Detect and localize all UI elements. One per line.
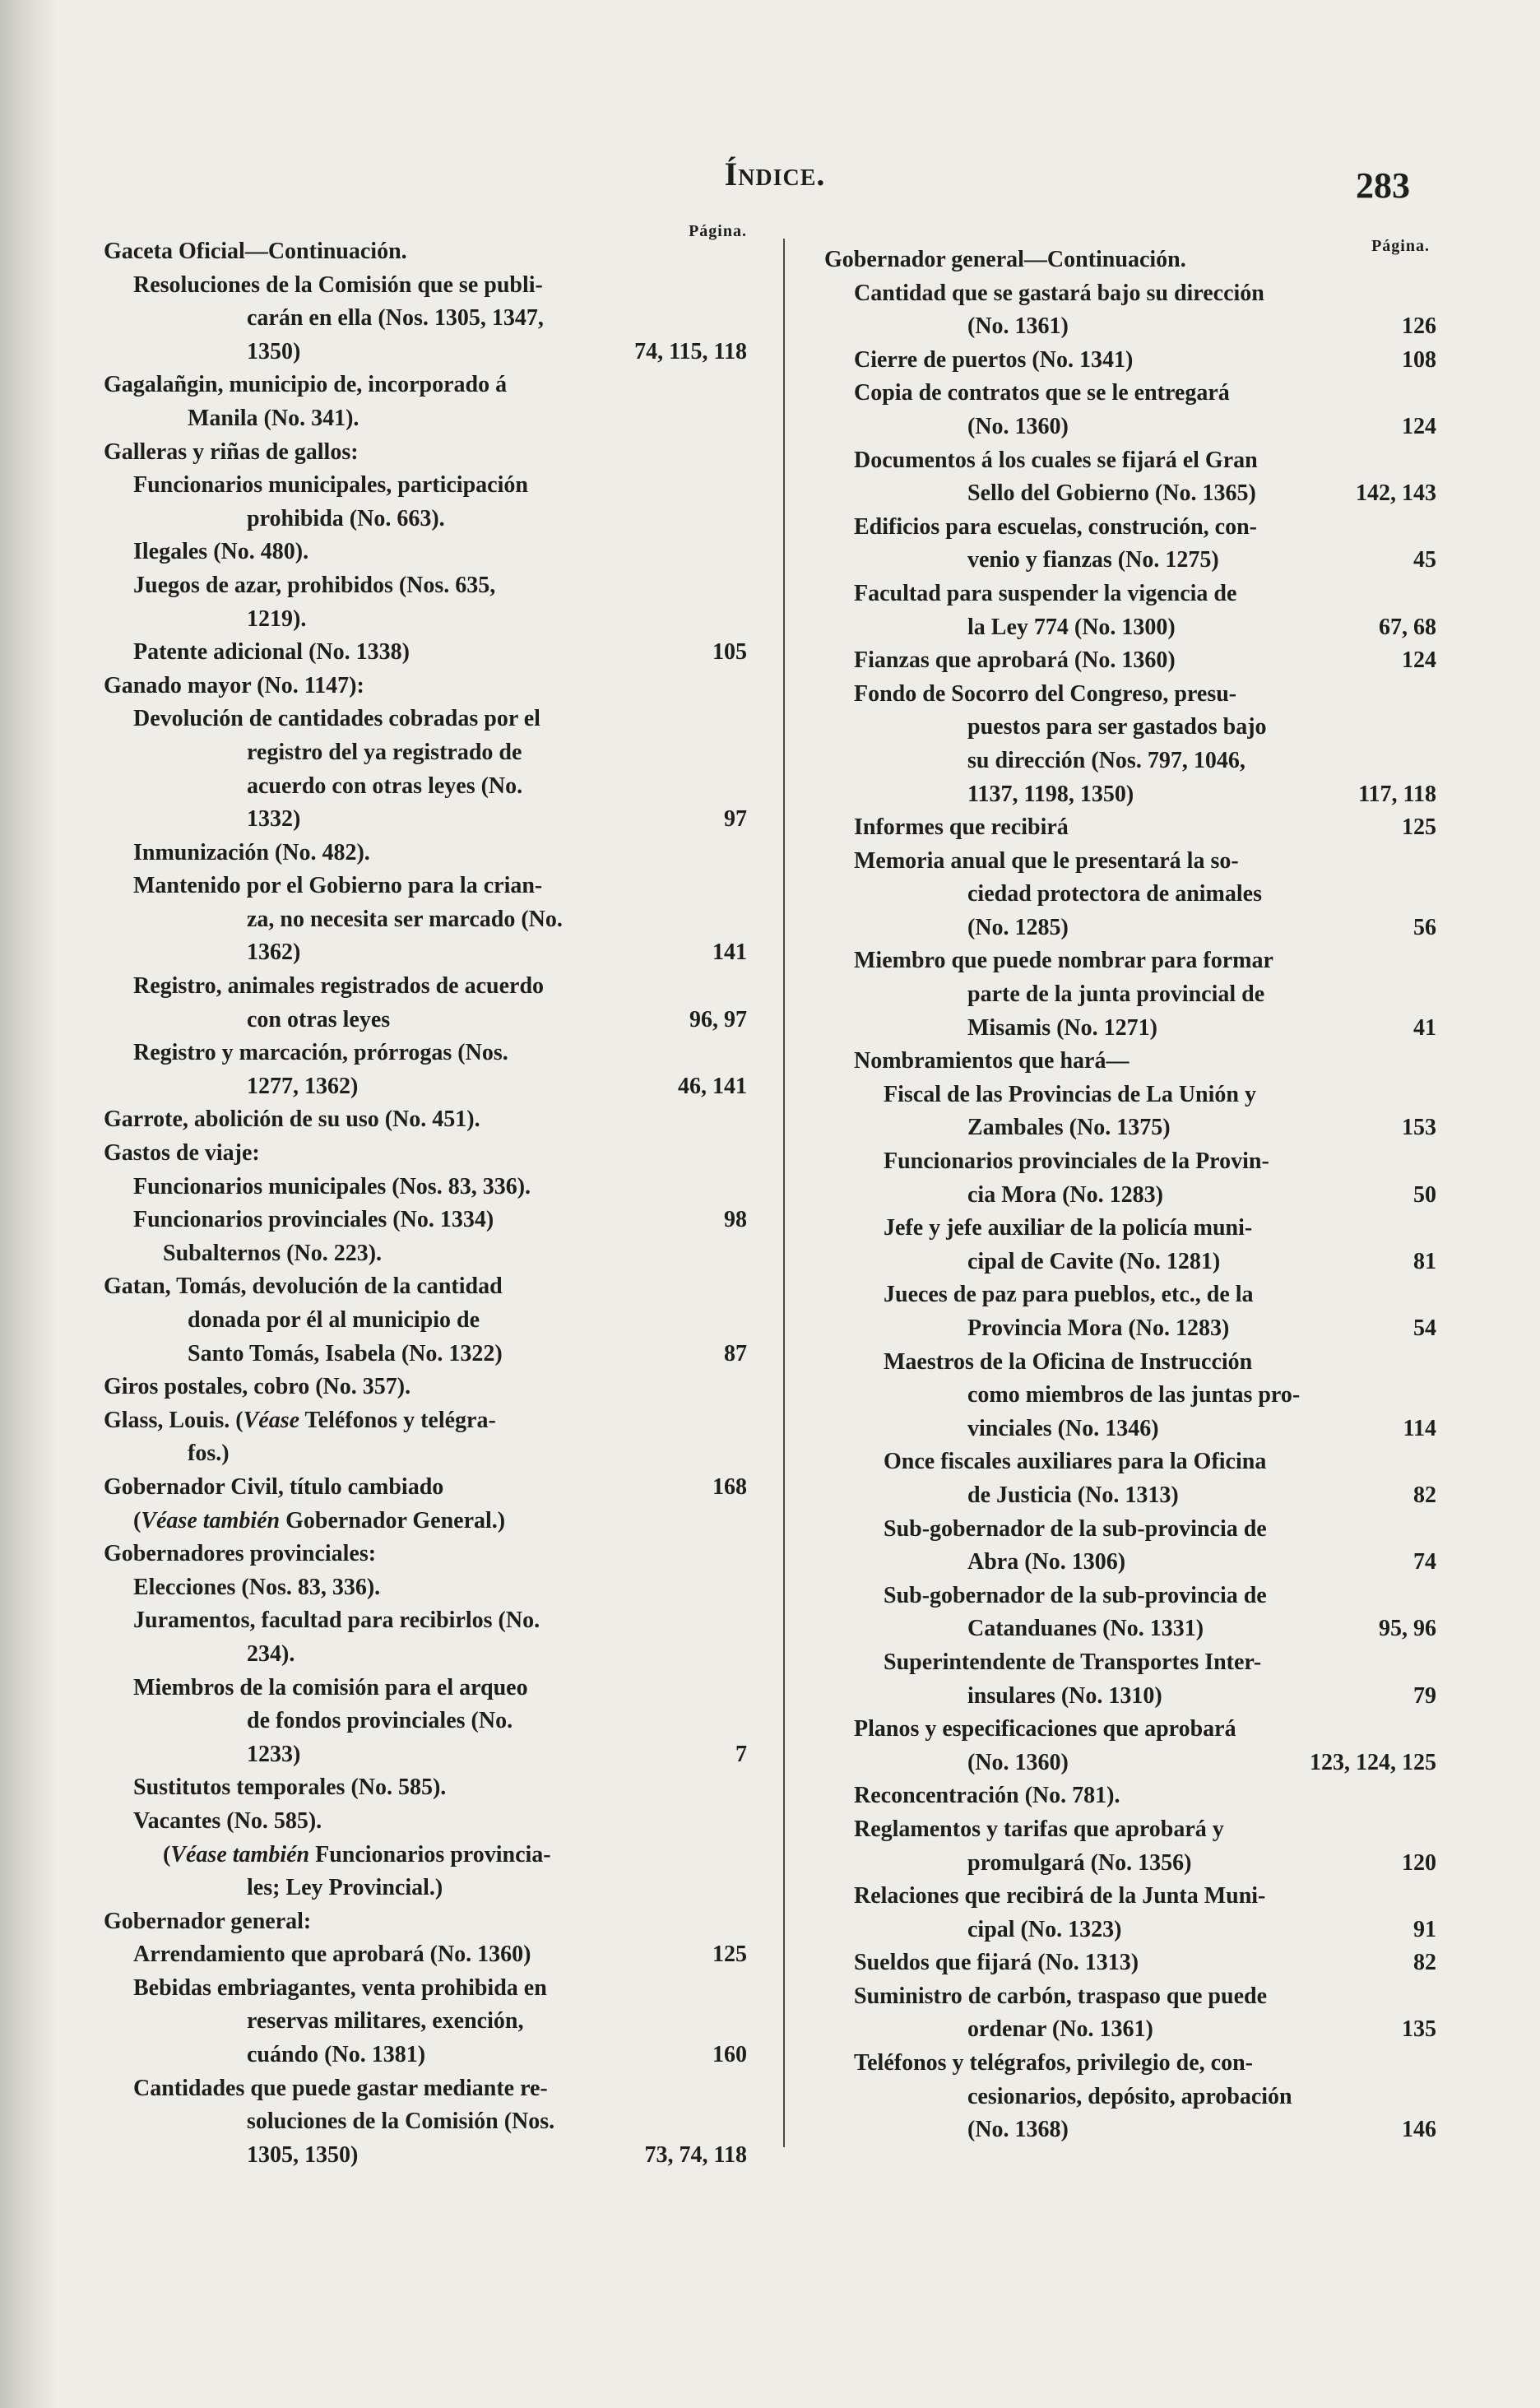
index-entry-pages: 50 xyxy=(1413,1181,1436,1208)
index-entry xyxy=(824,1813,1436,1880)
see-also-italic: Véase también xyxy=(170,1841,310,1867)
index-entry-line: Vacantes (No. 585). xyxy=(133,1807,322,1834)
index-entry-line: Memoria anual que le presentará la so- xyxy=(854,847,1239,874)
index-entry-pages: 141 xyxy=(712,940,747,966)
index-entry-pages: 120 xyxy=(1402,1849,1436,1876)
index-entry xyxy=(104,1270,747,1371)
index-entry-line: Funcionarios municipales (Nos. 83, 336). xyxy=(133,1173,531,1199)
index-entry xyxy=(824,2047,1436,2147)
index-entry-line: de fondos provinciales (No. xyxy=(247,1708,513,1734)
index-entry-line: venio y fianzas (No. 1275) xyxy=(967,547,1219,573)
index-entry-pages: 79 xyxy=(1413,1682,1436,1709)
index-entry-line: Jefe y jefe auxiliar de la policía muni- xyxy=(884,1215,1253,1241)
index-entry-pages: 54 xyxy=(1413,1315,1436,1341)
index-entry xyxy=(824,344,1436,378)
index-entry xyxy=(824,845,1436,945)
index-entry-line: Catanduanes (No. 1331) xyxy=(967,1616,1204,1642)
index-entry xyxy=(104,1938,747,1972)
index-entry-pages: 82 xyxy=(1413,1950,1436,1976)
index-entry xyxy=(104,670,747,703)
index-entry xyxy=(824,1079,1436,1145)
index-entry xyxy=(104,1839,747,1905)
index-entry xyxy=(824,377,1436,443)
index-entry xyxy=(104,703,747,836)
index-entry-line: donada por él al municipio de xyxy=(188,1307,480,1333)
index-entry xyxy=(824,1278,1436,1345)
index-entry-pages: 168 xyxy=(712,1473,747,1500)
index-entry-line: 1305, 1350) xyxy=(247,2141,359,2168)
index-entry-line: Gobernador general: xyxy=(104,1908,312,1934)
index-entry-line: Relaciones que recibirá de la Junta Muni- xyxy=(854,1883,1266,1909)
index-entry-line: Gobernadores provinciales: xyxy=(104,1541,377,1567)
index-entry xyxy=(824,1980,1436,2047)
index-entry-line: fos.) xyxy=(188,1441,230,1467)
index-entry-line: Garrote, abolición de su uso (No. 451). xyxy=(104,1107,480,1133)
index-entry-line: (No. 1368) xyxy=(967,2117,1069,2143)
see-also-italic: Véase xyxy=(243,1407,300,1433)
index-entry xyxy=(824,244,1436,277)
index-entry-line: parte de la junta provincial de xyxy=(967,981,1265,1008)
index-entry xyxy=(824,1646,1436,1713)
index-entry-line: Fianzas que aprobará (No. 1360) xyxy=(854,647,1176,674)
index-entry xyxy=(824,1713,1436,1779)
index-entry-line: Informes que recibirá xyxy=(854,814,1069,841)
index-entry xyxy=(104,1171,747,1204)
index-entry-line: Sueldos que fijará (No. 1313) xyxy=(854,1950,1139,1976)
index-entry xyxy=(824,444,1436,511)
index-entry-pages: 146 xyxy=(1402,2117,1436,2143)
index-entry-line: prohibida (No. 663). xyxy=(247,505,445,531)
index-entry-line: Fiscal de las Provincias de La Unión y xyxy=(884,1081,1256,1107)
index-entry-pages: 105 xyxy=(712,639,747,666)
index-entry xyxy=(104,1805,747,1839)
index-entry-pages: 126 xyxy=(1402,313,1436,340)
index-entry-line: Planos y especificaciones que aprobará xyxy=(854,1716,1236,1742)
page-edge-shadow xyxy=(0,0,58,2408)
index-entry xyxy=(104,1204,747,1237)
index-entry xyxy=(824,1880,1436,1946)
index-entry-line: (Véase también Funcionarios provincia- xyxy=(163,1841,551,1867)
index-entry-line: Edificios para escuelas, construción, con- xyxy=(854,513,1257,540)
index-entry xyxy=(104,970,747,1037)
index-entry-line: Resoluciones de la Comisión que se publi- xyxy=(133,271,543,298)
index-entry-pages: 125 xyxy=(1402,814,1436,841)
index-entry-line: Facultad para suspender la vigencia de xyxy=(854,580,1237,606)
index-entry xyxy=(104,870,747,970)
index-entry-line: reservas militares, exención, xyxy=(247,2008,524,2035)
pagina-label-left: Página. xyxy=(689,222,747,240)
index-entries-left xyxy=(104,235,747,2172)
index-entry-line: Registro, animales registrados de acuerdo xyxy=(133,973,545,1000)
index-entry-line: Funcionarios municipales, participación xyxy=(133,472,528,499)
index-entry-line: Ilegales (No. 480). xyxy=(133,539,309,565)
page-title: Índice. xyxy=(724,155,826,193)
index-entry-pages: 135 xyxy=(1402,2016,1436,2043)
index-entry xyxy=(104,1404,747,1471)
index-entry-line: cesionarios, depósito, aprobación xyxy=(967,2083,1292,2109)
index-entry-pages: 97 xyxy=(724,806,747,833)
index-entry xyxy=(104,1905,747,1939)
index-entry-line: Ganado mayor (No. 1147): xyxy=(104,672,364,698)
index-entry-line: soluciones de la Comisión (Nos. xyxy=(247,2109,555,2135)
index-entry-line: Gastos de viaje: xyxy=(104,1140,260,1167)
index-entry-line: Elecciones (Nos. 83, 336). xyxy=(133,1574,381,1600)
index-entry-line: Cantidades que puede gastar mediante re- xyxy=(133,2075,548,2101)
index-entry xyxy=(824,678,1436,811)
index-entry-line: ordenar (No. 1361) xyxy=(967,2016,1153,2043)
index-entry-line: Superintendente de Transportes Inter- xyxy=(884,1649,1262,1675)
index-entry-line: Abra (No. 1306) xyxy=(967,1549,1126,1575)
pagina-label-right: Página. xyxy=(1371,237,1430,255)
index-entry-line: 1362) xyxy=(247,940,301,966)
index-entry-pages: 81 xyxy=(1413,1248,1436,1274)
index-entry xyxy=(824,811,1436,845)
index-entry-line: registro del ya registrado de xyxy=(247,739,522,765)
index-entry xyxy=(824,578,1436,644)
index-entry-line: Galleras y riñas de gallos: xyxy=(104,438,359,465)
index-entry-line: Nombramientos que hará— xyxy=(854,1048,1129,1074)
index-entry-pages: 74, 115, 118 xyxy=(634,338,747,364)
index-entry-line: 234). xyxy=(247,1640,295,1667)
index-entry-line: Sustitutos temporales (No. 585). xyxy=(133,1775,447,1801)
index-entry-line: Bebidas embriagantes, venta prohibida en xyxy=(133,1974,547,2001)
index-entry-line: Cierre de puertos (No. 1341) xyxy=(854,346,1134,373)
index-entry-line: Registro y marcación, prórrogas (Nos. xyxy=(133,1040,508,1066)
index-entry-line: Juegos de azar, prohibidos (Nos. 635, xyxy=(133,572,496,598)
index-entry-pages: 114 xyxy=(1403,1415,1436,1441)
index-entry xyxy=(824,1445,1436,1512)
index-entry xyxy=(104,1771,747,1805)
index-entry-line: promulgará (No. 1356) xyxy=(967,1849,1192,1876)
index-entry xyxy=(104,1137,747,1171)
index-entries-right xyxy=(824,244,1436,2147)
index-entry-line: Reconcentración (No. 781). xyxy=(854,1783,1120,1809)
index-entry xyxy=(104,536,747,569)
index-entry-pages: 46, 141 xyxy=(678,1073,747,1099)
index-entry-line: Gagalañgin, municipio de, incorporado á xyxy=(104,372,508,398)
index-entry-pages: 7 xyxy=(735,1741,747,1767)
index-entry xyxy=(824,644,1436,678)
index-entry-line: Arrendamiento que aprobará (No. 1360) xyxy=(133,1942,531,1968)
index-entry xyxy=(824,944,1436,1045)
see-also-italic: Véase también xyxy=(141,1507,281,1533)
index-entry-line: les; Ley Provincial.) xyxy=(247,1875,443,1901)
index-entry-line: ciedad protectora de animales xyxy=(967,881,1262,907)
index-entry-pages: 160 xyxy=(712,2042,747,2068)
index-entry-line: Copia de contratos que se le entregará xyxy=(854,380,1230,406)
index-entry-line: za, no necesita ser marcado (No. xyxy=(247,906,563,932)
index-entry-line: Provincia Mora (No. 1283) xyxy=(967,1315,1230,1341)
index-entry xyxy=(824,1045,1436,1079)
index-entry xyxy=(104,1103,747,1137)
index-entry-line: con otras leyes xyxy=(247,1006,391,1032)
index-entry xyxy=(104,1037,747,1103)
index-entry xyxy=(104,1237,747,1271)
index-entry-pages: 74 xyxy=(1413,1549,1436,1575)
index-entry-line: su dirección (Nos. 797, 1046, xyxy=(967,747,1245,773)
page-number: 283 xyxy=(1356,165,1410,206)
index-entry-pages: 117, 118 xyxy=(1358,781,1436,807)
index-entry-line: Teléfonos y telégrafos, privilegio de, con- xyxy=(854,2050,1254,2076)
index-entry-pages: 87 xyxy=(724,1340,747,1366)
index-entry xyxy=(104,837,747,870)
index-entry-line: Cantidad que se gastará bajo su dirección xyxy=(854,280,1264,306)
index-entry-line: Gobernador general—Continuación. xyxy=(824,247,1186,272)
index-entry-pages: 108 xyxy=(1402,346,1436,373)
index-entry xyxy=(104,1604,747,1671)
index-entry-line: Maestros de la Oficina de Instrucción xyxy=(884,1348,1253,1375)
column-divider xyxy=(783,239,785,2147)
index-entry-line: Miembro que puede nombrar para formar xyxy=(854,948,1273,974)
index-entry-line: Once fiscales auxiliares para la Oficina xyxy=(884,1449,1267,1475)
index-entry xyxy=(104,569,747,636)
index-entry-line: puestos para ser gastados bajo xyxy=(967,714,1267,740)
index-entry-line: Gobernador Civil, título cambiado xyxy=(104,1473,444,1500)
index-entry-line: cipal de Cavite (No. 1281) xyxy=(967,1248,1221,1274)
index-entry xyxy=(104,436,747,470)
index-entry-line: Funcionarios provinciales (No. 1334) xyxy=(133,1207,494,1233)
index-entry-line: (No. 1285) xyxy=(967,914,1069,940)
index-entry-line: cia Mora (No. 1283) xyxy=(967,1181,1163,1208)
index-entry xyxy=(104,1571,747,1605)
index-entry xyxy=(104,1972,747,2072)
index-entry-line: (No. 1360) xyxy=(967,1749,1069,1775)
index-entry-pages: 95, 96 xyxy=(1379,1616,1436,1642)
index-entry xyxy=(104,369,747,435)
index-entry-line: 1233) xyxy=(247,1741,301,1767)
index-entry-line: Subalternos (No. 223). xyxy=(163,1240,383,1266)
index-entry-line: Reglamentos y tarifas que aprobará y xyxy=(854,1816,1224,1842)
index-entry xyxy=(824,1212,1436,1278)
index-entry-line: Manila (No. 341). xyxy=(188,405,359,431)
index-entry-pages: 124 xyxy=(1402,647,1436,674)
index-entry-line: Juramentos, facultad para recibirlos (No. xyxy=(133,1608,540,1634)
index-entry-pages: 41 xyxy=(1413,1014,1436,1041)
index-entry xyxy=(104,636,747,670)
index-entry-line: (No. 1361) xyxy=(967,313,1069,340)
index-entry-line: Gaceta Oficial—Continuación. xyxy=(104,239,407,264)
index-entry xyxy=(104,2072,747,2173)
index-entry-line: como miembros de las juntas pro- xyxy=(967,1382,1301,1408)
index-entry-line: Funcionarios provinciales de la Provin- xyxy=(884,1148,1269,1175)
index-entry-line: (Véase también Gobernador General.) xyxy=(133,1507,506,1533)
index-entry-pages: 91 xyxy=(1413,1916,1436,1942)
index-entry-pages: 82 xyxy=(1413,1482,1436,1508)
index-entry-line: Giros postales, cobro (No. 357). xyxy=(104,1374,411,1400)
index-entry-line: (No. 1360) xyxy=(967,413,1069,439)
index-entry xyxy=(824,1946,1436,1980)
index-entry-line: vinciales (No. 1346) xyxy=(967,1415,1159,1441)
index-entry xyxy=(104,1672,747,1772)
index-entry xyxy=(824,1513,1436,1580)
index-entry xyxy=(824,277,1436,344)
index-entry-pages: 142, 143 xyxy=(1356,480,1436,507)
index-entry-line: Gatan, Tomás, devolución de la cantidad xyxy=(104,1274,503,1300)
index-entry-line: Glass, Louis. (Véase Teléfonos y telégra- xyxy=(104,1407,496,1433)
index-entry xyxy=(824,1346,1436,1446)
index-entry-line: Misamis (No. 1271) xyxy=(967,1014,1157,1041)
index-entry xyxy=(104,1538,747,1571)
index-entry-line: la Ley 774 (No. 1300) xyxy=(967,614,1176,640)
index-entry-line: Santo Tomás, Isabela (No. 1322) xyxy=(188,1340,503,1366)
index-entry-line: 1219). xyxy=(247,605,307,632)
index-entry-pages: 73, 74, 118 xyxy=(644,2141,747,2168)
index-entry-pages: 56 xyxy=(1413,914,1436,940)
index-entry xyxy=(104,1471,747,1505)
index-entry-pages: 125 xyxy=(712,1942,747,1968)
index-entry-line: insulares (No. 1310) xyxy=(967,1682,1162,1709)
index-entry-line: 1332) xyxy=(247,806,301,833)
index-entry-pages: 45 xyxy=(1413,547,1436,573)
index-entry xyxy=(824,511,1436,578)
index-entry-pages: 153 xyxy=(1402,1115,1436,1141)
index-entry xyxy=(824,1779,1436,1813)
index-entry xyxy=(104,469,747,536)
index-entry-line: cipal (No. 1323) xyxy=(967,1916,1122,1942)
index-entry-line: Suministro de carbón, traspaso que puede xyxy=(854,1983,1268,2009)
index-entry-line: 1350) xyxy=(247,338,301,364)
index-entry-line: Sello del Gobierno (No. 1365) xyxy=(967,480,1256,507)
index-entry-line: Fondo de Socorro del Congreso, presu- xyxy=(854,680,1237,707)
index-entry xyxy=(104,1371,747,1404)
index-entry-pages: 67, 68 xyxy=(1379,614,1436,640)
index-entry xyxy=(824,1580,1436,1646)
index-entry-pages: 124 xyxy=(1402,413,1436,439)
index-entry-line: cuándo (No. 1381) xyxy=(247,2042,426,2068)
index-entry-pages: 98 xyxy=(724,1207,747,1233)
index-entry-line: Devolución de cantidades cobradas por el xyxy=(133,706,540,732)
index-entry-line: carán en ella (Nos. 1305, 1347, xyxy=(247,305,544,332)
index-entry-line: Documentos á los cuales se fijará el Gran xyxy=(854,447,1258,473)
index-entry xyxy=(104,1505,747,1538)
index-entry-line: Mantenido por el Gobierno para la crian- xyxy=(133,873,543,899)
index-entry-line: Jueces de paz para pueblos, etc., de la xyxy=(884,1282,1254,1308)
index-entry xyxy=(104,269,747,369)
index-entry-line: Sub-gobernador de la sub-provincia de xyxy=(884,1582,1267,1608)
index-entry-pages: 123, 124, 125 xyxy=(1310,1749,1436,1775)
index-entry xyxy=(104,235,747,269)
index-entry-line: acuerdo con otras leyes (No. xyxy=(247,773,523,799)
index-entry-line: 1277, 1362) xyxy=(247,1073,359,1099)
index-entry-pages: 96, 97 xyxy=(689,1006,747,1032)
index-entry-line: Zambales (No. 1375) xyxy=(967,1115,1171,1141)
index-entry-line: de Justicia (No. 1313) xyxy=(967,1482,1179,1508)
index-entry-line: 1137, 1198, 1350) xyxy=(967,781,1134,807)
index-entry-line: Patente adicional (No. 1338) xyxy=(133,639,410,666)
index-entry-line: Sub-gobernador de la sub-provincia de xyxy=(884,1515,1267,1542)
index-entry-line: Miembros de la comisión para el arqueo xyxy=(133,1674,528,1700)
index-entry-line: Inmunización (No. 482). xyxy=(133,839,370,865)
index-entry xyxy=(824,1145,1436,1212)
